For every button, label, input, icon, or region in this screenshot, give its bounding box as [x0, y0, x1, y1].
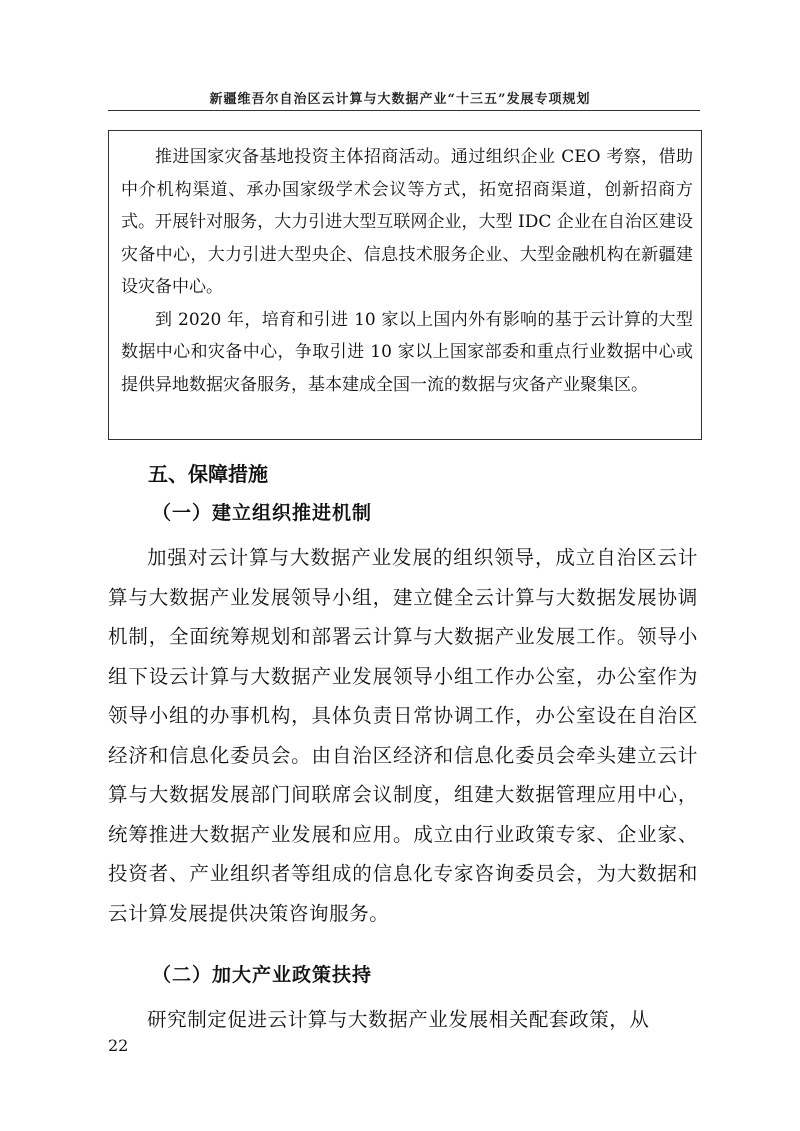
- running-header: 新疆维吾尔自治区云计算与大数据产业“十三五”发展专项规划: [209, 92, 591, 107]
- subsection-body: [108, 1000, 698, 1040]
- body-paragraph: 加强对云计算与大数据产业发展的组织领导，成立自治区云计算与大数据产业发展领导小组，建立健全云计算与大数据发展协调机制，全面统筹规划和部署云计算与大数据产业发展工作。领导小组下设云计算与大数据产业发展领导小组工作办公室，办公室作为领导小组的办事机构，具体负责日常协调工作，办公室设在自治区经济和信息化委员会。由自治区经济和信息化委员会牵头建立云计算与大数据发展部门间联席会议制度，组建大数据管理应用中心，统筹推进大数据产业发展和应用。成立由行业政策专家、企业家、投资者、产业组织者等组成的信息化专家咨询委员会，为大数据和云计算发展提供决策咨询服务。: [108, 546, 698, 925]
- header-rule: [108, 110, 700, 111]
- boxed-text-panel: [108, 130, 702, 440]
- box-paragraph: 推进国家灾备基地投资主体招商活动。通过组织企业 CEO 考察，借助中介机构渠道、承办国家级学术会议等方式，拓宽招商渠道，创新招商方式。开展针对服务，大力引进大型互联网企业，大型 IDC 企业在自治区建设灾备中心，大力引进大型央企、信息技术服务企业、大型金融机构在新疆建设灾备中心。: [121, 147, 693, 297]
- subsection-heading: （二）加大产业政策扶持: [152, 964, 373, 986]
- page-number: 22: [108, 1036, 129, 1055]
- section-heading: 五、保障措施: [148, 462, 268, 486]
- subsection-heading: （一）建立组织推进机制: [152, 502, 373, 524]
- box-paragraph: 到 2020 年，培育和引进 10 家以上国内外有影响的基于云计算的大型数据中心和灾备中心，争取引进 10 家以上国家部委和重点行业数据中心或提供异地数据灾备服务，基本建成全国一流的数据与灾备产业聚集区。: [121, 309, 693, 395]
- subsection-body: [108, 538, 698, 933]
- body-paragraph: 研究制定促进云计算与大数据产业发展相关配套政策，从: [147, 1008, 650, 1031]
